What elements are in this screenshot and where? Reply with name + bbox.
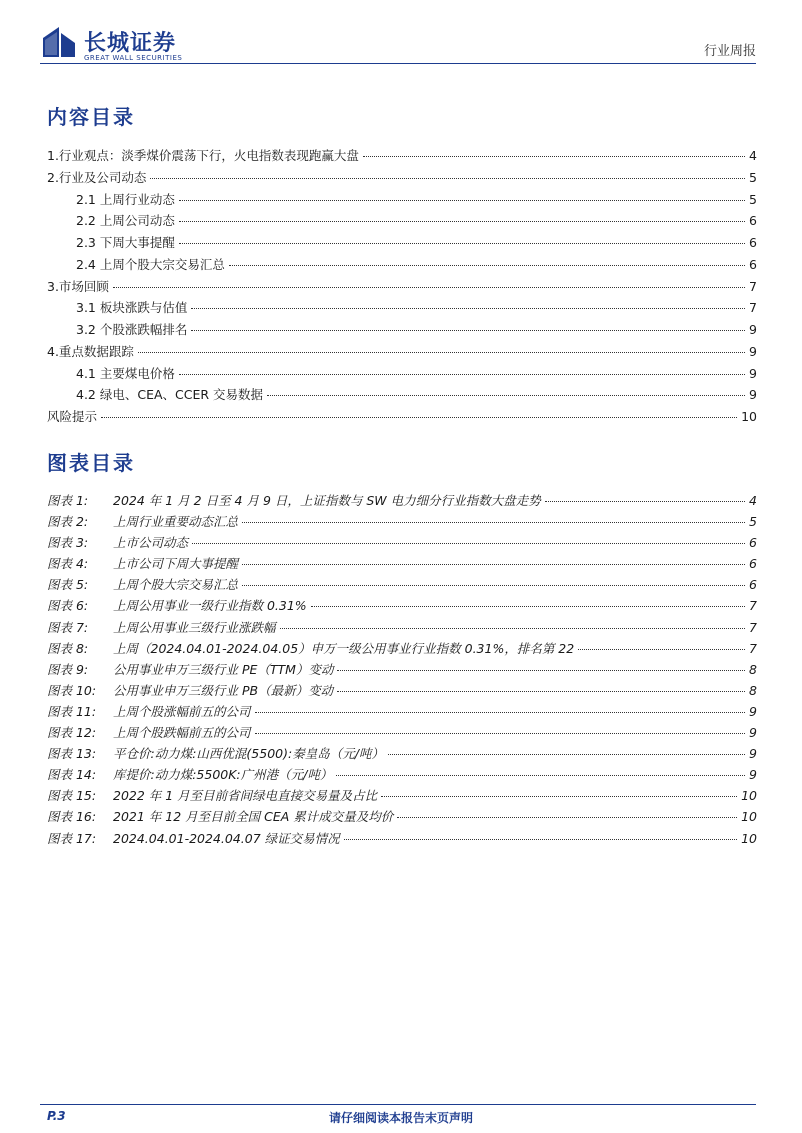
figure-item[interactable]: 图表 16: 2021 年 12 月至目前全国 CEA 累计成交量及均价 10 xyxy=(47,809,757,825)
figure-item[interactable]: 图表 14: 库提价:动力煤:5500K:广州港（元/吨） 9 xyxy=(47,767,757,783)
disclaimer-notice: 请仔细阅读本报告末页声明 xyxy=(328,1111,473,1125)
figure-item[interactable]: 图表 17: 2024.04.01-2024.04.07 绿证交易情况 10 xyxy=(47,830,757,846)
toc-item[interactable]: 风险提示 10 xyxy=(47,409,757,424)
figure-item[interactable]: 图表 7: 上周公用事业三级行业涨跌幅 7 xyxy=(47,619,757,635)
toc-item[interactable]: 2.4 上周个股大宗交易汇总 6 xyxy=(76,256,757,272)
toc-item[interactable]: 3.市场回顾 7 xyxy=(47,278,757,294)
toc-item[interactable]: 1.行业观点：淡季煤价震荡下行，火电指数表现跑赢大盘 4 xyxy=(47,148,757,163)
toc-title: 内容目录 xyxy=(47,105,135,129)
toc-item[interactable]: 3.2 个股涨跌幅排名 9 xyxy=(76,322,757,337)
figure-item[interactable]: 图表 2: 上周行业重要动态汇总 5 xyxy=(47,514,757,530)
toc-item[interactable]: 2.行业及公司动态 5 xyxy=(47,169,757,185)
toc-item[interactable]: 2.1 上周行业动态 5 xyxy=(76,191,757,207)
table-of-contents xyxy=(47,146,757,429)
header-divider xyxy=(40,63,756,64)
toc-item[interactable]: 2.2 上周公司动态 6 xyxy=(76,213,757,229)
figure-item[interactable]: 图表 12: 上周个股跌幅前五的公司 9 xyxy=(47,725,757,741)
figure-item[interactable]: 图表 4: 上市公司下周大事提醒 6 xyxy=(47,556,757,572)
toc-item[interactable]: 4.重点数据跟踪 9 xyxy=(47,343,757,359)
figure-item[interactable]: 图表 6: 上周公用事业一级行业指数 0.31% 7 xyxy=(47,598,757,614)
figure-item[interactable]: 图表 1: 2024 年 1 月 2 日至 4 月 9 日，上证指数与 SW 电力细分行业指数大盘走势 4 xyxy=(47,493,757,508)
page-header xyxy=(0,0,802,66)
figures-title: 图表目录 xyxy=(47,451,135,475)
page-number: P.3 xyxy=(47,1109,66,1123)
logo-english-name: GREAT WALL SECURITIES xyxy=(84,54,183,62)
toc-item[interactable]: 4.2 绿电、CEA、CCER 交易数据 9 xyxy=(76,387,757,403)
figure-item[interactable]: 图表 10: 公用事业申万三级行业 PB（最新）变动 8 xyxy=(47,682,757,698)
logo-chinese-name: 长城证券 xyxy=(84,31,177,56)
footer-divider xyxy=(40,1104,756,1105)
figure-item[interactable]: 图表 5: 上周个股大宗交易汇总 6 xyxy=(47,577,757,593)
figure-item[interactable]: 图表 3: 上市公司动态 6 xyxy=(47,535,757,551)
document-type: 行业周报 xyxy=(703,44,756,59)
toc-item[interactable]: 2.3 下周大事提醒 6 xyxy=(76,235,757,250)
figure-item[interactable]: 图表 13: 平仓价:动力煤:山西优混(5500):秦皇岛（元/吨） 9 xyxy=(47,746,757,762)
figure-item[interactable]: 图表 9: 公用事业申万三级行业 PE（TTM）变动 8 xyxy=(47,661,757,677)
company-logo xyxy=(40,24,220,64)
toc-item[interactable]: 4.1 主要煤电价格 9 xyxy=(76,365,757,381)
figure-item[interactable]: 图表 8: 上周（2024.04.01-2024.04.05）申万一级公用事业行业指数 0.31%，排名第 22 7 xyxy=(47,640,757,656)
great-wall-logo-icon xyxy=(40,24,78,62)
figure-item[interactable]: 图表 11: 上周个股涨幅前五的公司 9 xyxy=(47,703,757,719)
list-of-figures xyxy=(47,491,757,850)
figure-item[interactable]: 图表 15: 2022 年 1 月至目前省间绿电直接交易量及占比 10 xyxy=(47,788,757,804)
toc-item[interactable]: 3.1 板块涨跌与估值 7 xyxy=(76,300,757,316)
